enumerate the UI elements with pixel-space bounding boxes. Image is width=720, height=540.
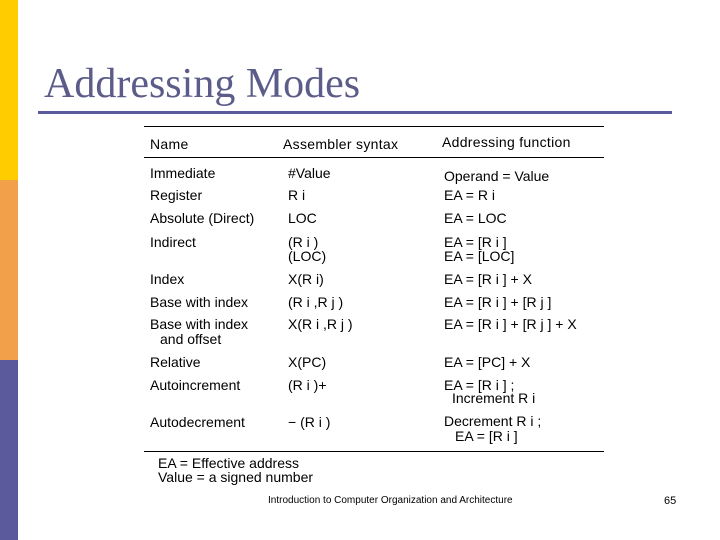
footer-text: Introduction to Computer Organization and Architecture (268, 495, 513, 506)
row-relative-name: Relative (150, 354, 201, 370)
row-immediate-syntax: #Value (288, 165, 331, 181)
row-register-function: EA = R i (444, 187, 495, 203)
row-base-index-offset-function: EA = [R i ] + [R j ] + X (444, 316, 577, 332)
page-number: 65 (664, 495, 677, 507)
note-value-definition: Value = a signed number (158, 469, 314, 485)
row-absolute-name: Absolute (Direct) (150, 210, 255, 226)
row-autoincrement-function-2: Increment R i (452, 390, 536, 406)
row-absolute-syntax: LOC (288, 210, 317, 226)
row-autodecrement-name: Autodecrement (150, 414, 245, 430)
row-indirect-name: Indirect (150, 234, 196, 250)
slide-title: Addressing Modes (44, 61, 361, 107)
row-register-syntax: R i (288, 187, 306, 203)
row-base-index-name: Base with index (150, 294, 249, 310)
row-indirect-function: EA = [R i ] (444, 234, 507, 250)
row-autodecrement-function-2: EA = [R i ] (455, 428, 518, 444)
header-assembler-syntax: Assembler syntax (283, 136, 399, 152)
note-ea-definition: EA = Effective address (158, 455, 299, 471)
row-base-index-function: EA = [R i ] + [R j ] (444, 294, 552, 310)
row-absolute-function: EA = LOC (444, 210, 507, 226)
row-index-function: EA = [R i ] + X (444, 271, 532, 287)
row-autoincrement-name: Autoincrement (150, 377, 241, 393)
row-autoincrement-syntax: (R i )+ (288, 377, 327, 393)
accent-bar-blue (0, 360, 18, 540)
row-index-name: Index (150, 271, 185, 287)
row-immediate-function: Operand = Value (444, 168, 550, 184)
row-indirect-syntax: (R i ) (288, 234, 319, 250)
row-immediate-name: Immediate (150, 165, 216, 181)
row-register-name: Register (150, 187, 203, 203)
table-bottom-rule (144, 451, 604, 452)
accent-bar-orange (0, 180, 18, 360)
row-base-index-offset-name: Base with index (150, 316, 249, 332)
header-bottom-rule (144, 157, 604, 158)
row-autodecrement-syntax: − (R i ) (288, 414, 331, 430)
row-base-index-offset-syntax: X(R i ,R j ) (288, 316, 353, 332)
row-relative-syntax: X(PC) (288, 354, 327, 370)
accent-bar-yellow (0, 0, 18, 180)
row-index-syntax: X(R i) (288, 271, 324, 287)
row-indirect-syntax-2: (LOC) (288, 248, 327, 264)
row-autoincrement-function: EA = [R i ] ; (444, 377, 515, 393)
row-indirect-function-2: EA = [LOC] (444, 248, 515, 264)
table-top-rule (144, 126, 604, 127)
row-base-index-syntax: (R i ,R j ) (288, 294, 344, 310)
row-autodecrement-function: Decrement R i ; (444, 413, 542, 429)
title-underline (38, 111, 672, 114)
row-relative-function: EA = [PC] + X (444, 354, 531, 370)
row-base-index-offset-name-2: and offset (160, 331, 222, 347)
header-addressing-function: Addressing function (442, 134, 571, 150)
header-name: Name (150, 136, 189, 152)
